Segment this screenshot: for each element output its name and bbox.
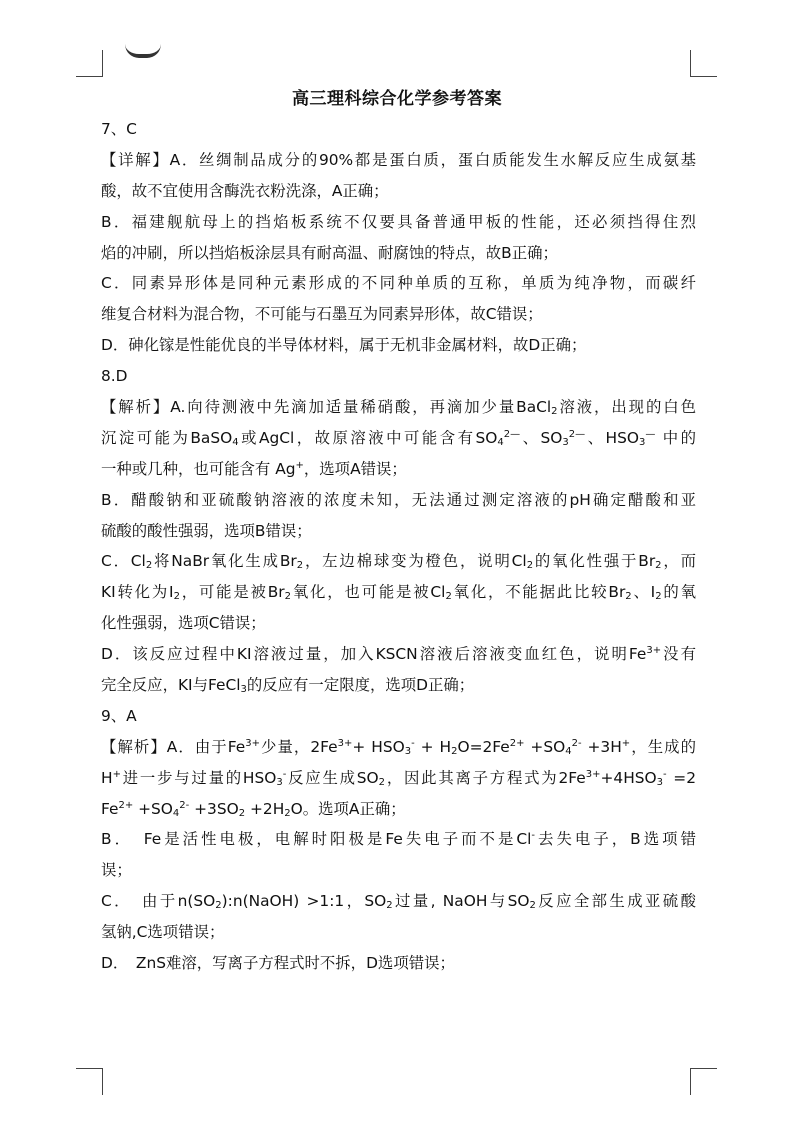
crop-mark-bottom-right (690, 1068, 717, 1095)
crop-mark-top-right (690, 50, 717, 77)
text-line: 酸，故不宜使用含酶洗衣粉洗涤，A正确； (101, 181, 389, 200)
text-line: $Fe^{2+} +SO_4^{2-} +3SO_2 +2H_2O$。选项A正确； (101, 799, 406, 819)
text-line: 【详解】A．丝绸制品成分的90%都是蛋白质，蛋白质能发生水解反应生成氨基 (101, 150, 696, 169)
text-line: 硫酸的酸性强弱，选项B错误； (101, 521, 312, 540)
text-line: H+进一步与过量的$HSO_3^-$反应生成$SO_2$，因此其离子方程式为$2Fe^{3+}+4HSO_3^- =2$ (101, 768, 696, 788)
text-line: B．福建舰航母上的挡焰板系统不仅要具备普通甲板的性能，还必须挡得住烈 (101, 212, 696, 231)
page-title: 高三理科综合化学参考答案 (292, 89, 502, 109)
text-line: D．砷化镓是性能优良的半导体材料，属于无机非金属材料，故D正确； (101, 336, 587, 355)
answer-body (101, 114, 696, 979)
text-line: C．$Cl_2$将NaBr氧化生成$Br_2$，左边棉球变为橙色，说明$Cl_2$的氧化性强于$Br_2$，而 (101, 552, 696, 572)
text-line: 9、A (101, 706, 137, 725)
text-line: 误； (101, 861, 132, 880)
text-line: B．醋酸钠和亚硫酸钠溶液的浓度未知，无法通过测定溶液的pH确定醋酸和亚 (101, 490, 696, 509)
text-line: 氢钠,C选项错误； (101, 923, 225, 942)
text-line: D． ZnS难溶，写离子方程式时不拆，D选项错误； (101, 954, 455, 973)
text-line: 【解析】A.向待测液中先滴加适量稀硝酸，再滴加少量BaCl$_2$溶液，出现的白色 (101, 398, 696, 418)
text-line: 7、C (101, 120, 137, 138)
text-line: 完全反应，KI与FeCl$_3$的反应有一定限度，选项D正确； (101, 676, 475, 696)
text-line: B． Fe是活性电极，电解时阳极是Fe失电子而不是Cl-去失电子，B选项错 (101, 830, 696, 849)
text-line: KI转化为$I_2$，可能是被$Br_2$氧化，也可能是被$Cl_2$氧化，不能据此比较$Br_2$、$I_2$的氧 (101, 583, 696, 603)
text-line: 焰的冲刷，所以挡焰板涂层具有耐高温、耐腐蚀的特点，故B正确； (101, 243, 558, 262)
text-line: 维复合材料为混合物，不可能与石墨互为同素异形体，故C错误； (101, 305, 543, 324)
text-line: 【解析】A．由于$Fe^{3+}$少量，$2Fe^{3+}+ HSO_3^- + H_2O=2Fe^{2+} +SO_4^{2-} +3H^+$，生成的 (101, 737, 696, 757)
text-line: 沉淀可能为BaSO$_4$或AgCl，故原溶液中可能含有$SO_4^{2—}$、$SO_3^{2—}$、$HSO_3^—$ 中的 (101, 428, 696, 448)
text-line: C． 由于$n(SO_2):n(NaOH)$ >1:1，$SO_2$过量, NaOH与$SO_2$反应全部生成亚硫酸 (101, 892, 696, 912)
crop-mark-top-left (76, 50, 103, 77)
text-line: C．同素异形体是同种元素形成的不同种单质的互称，单质为纯净物，而碳纤 (101, 274, 696, 293)
text-line: 一种或几种，也可能含有 Ag+，选项A错误； (101, 459, 407, 478)
crop-mark-bottom-left (76, 1068, 103, 1095)
text-line: D．该反应过程中KI溶液过量，加入KSCN溶液后溶液变血红色，说明$Fe^{3+}$没有 (101, 645, 696, 664)
text-line: 8.D (101, 367, 128, 386)
scan-artifact (125, 44, 161, 58)
text-line: 化性强弱，选项C错误； (101, 614, 266, 633)
